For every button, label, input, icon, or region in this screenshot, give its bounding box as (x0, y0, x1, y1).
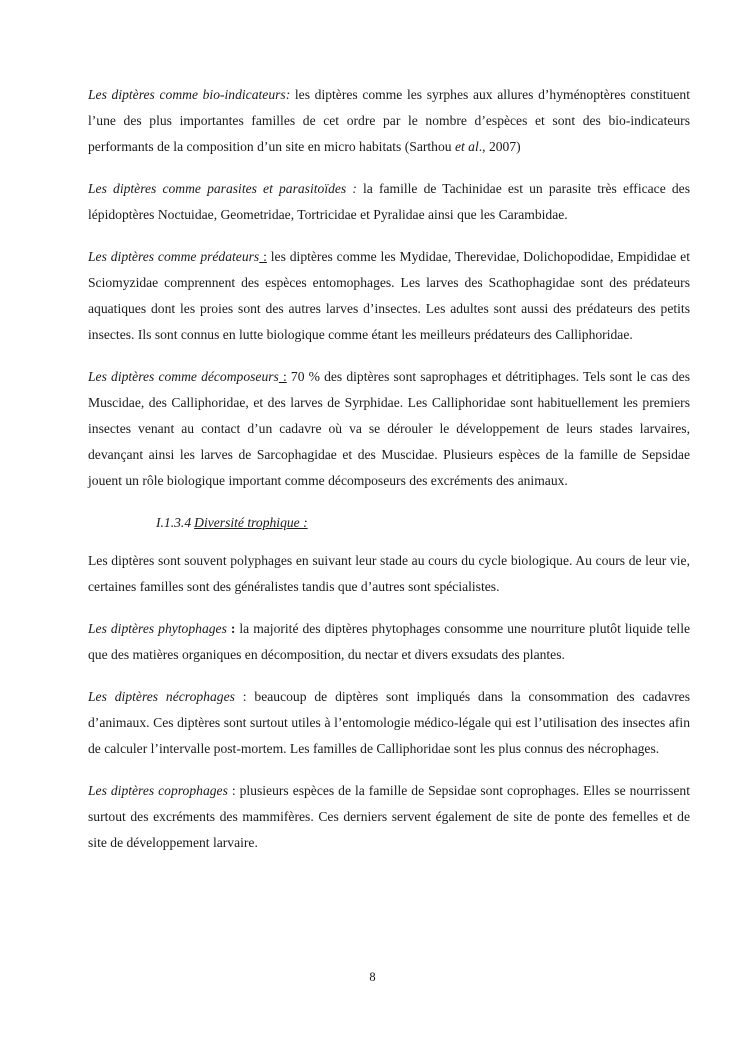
paragraph-title: Les diptères nécrophages (88, 689, 235, 704)
paragraph-coprophages (88, 778, 690, 856)
paragraph-text-end: ., 2007) (478, 139, 521, 154)
section-number: I.1.3.4 (156, 515, 192, 530)
paragraph-intro (88, 548, 690, 600)
paragraph-phytophages (88, 616, 690, 668)
paragraph-title: Les diptères comme décomposeurs (88, 369, 279, 384)
citation-italic: et al (454, 139, 479, 154)
paragraph-title: Les diptères comme parasites et parasitoïdes : (88, 181, 357, 196)
paragraph-title: Les diptères comme prédateurs (88, 249, 260, 264)
paragraph-text: 70 % des diptères sont saprophages et détritiphages. Tels sont le cas des Muscidae, des Calliphoridae, et des larves de Syrphidae. Les Calliphoridae sont habituellement les premiers insectes venant au contact d’un cadavre où va se dérouler le développement de leurs stades larvaires, devançant ainsi les larves de Sarcophagidae et des Muscidae. Plusieurs espèces de la famille de Sepsidae jouent un rôle biologique important comme décomposeurs des excréments des animaux. (88, 369, 690, 488)
paragraph-text: Les diptères sont souvent polyphages en suivant leur stade au cours du cycle biologique. Au cours de leur vie, certaines familles sont des généralistes tandis que d’autres sont spécialistes. (88, 553, 690, 594)
paragraph-text: : beaucoup de diptères sont impliqués dans la consommation des cadavres d’animaux. Ces diptères sont surtout utiles à l’entomologie médico-légale qui est l’utilisation des insectes afin de calculer l’intervalle post-mortem. Les familles de Calliphoridae sont les plus connus des nécrophages. (88, 689, 690, 756)
paragraph-colon: : (278, 369, 287, 384)
section-heading (156, 510, 690, 536)
paragraph-title: Les diptères coprophages (88, 783, 228, 798)
section-title: Diversité trophique : (194, 515, 308, 530)
paragraph-predateurs (88, 244, 690, 348)
paragraph-text: les diptères comme les Mydidae, Therevidae, Dolichopodidae, Empididae et Sciomyzidae comprennent des espèces entomophages. Les larves des Scathophagidae sont des prédateurs aquatiques dont les proies sont des autres larves d’insectes. Les adultes sont aussi des prédateurs des petits insectes. Ils sont connus en lutte biologique comme étant les meilleurs prédateurs des Calliphoridae. (88, 249, 690, 342)
paragraph-text: les diptères comme les syrphes aux allures d’hyménoptères constituent l’une des plus importantes familles de cet ordre par le nombre d’espèces et sont des bio-indicateurs performants de la composition d’un site en micro habitats (Sarthou (88, 87, 690, 154)
paragraph-text: la majorité des diptères phytophages consomme une nourriture plutôt liquide telle que des matières organiques en décomposition, du nectar et divers exsudats des plantes. (88, 621, 691, 662)
paragraph-title: Les diptères comme bio-indicateurs: (88, 87, 291, 102)
paragraph-text: la famille de Tachinidae est un parasite très efficace des lépidoptères Noctuidae, Geometridae, Tortricidae et Pyralidae ainsi que les Carambidae. (88, 181, 690, 222)
page-number: 8 (369, 970, 376, 984)
paragraph-bio-indicateurs (88, 82, 690, 160)
paragraph-colon: : (259, 249, 267, 264)
paragraph-text: : plusieurs espèces de la famille de Sepsidae sont coprophages. Elles se nourrissent surtout des excréments des mammifères. Ces derniers servent également de site de ponte des femelles et de site de développement larvaire. (88, 783, 690, 850)
paragraph-decomposeurs (88, 364, 690, 494)
document-page (88, 82, 690, 872)
paragraph-necrophages (88, 684, 690, 762)
paragraph-parasites (88, 176, 690, 228)
paragraph-title: Les diptères phytophages (88, 621, 227, 636)
paragraph-colon: : (226, 621, 236, 636)
